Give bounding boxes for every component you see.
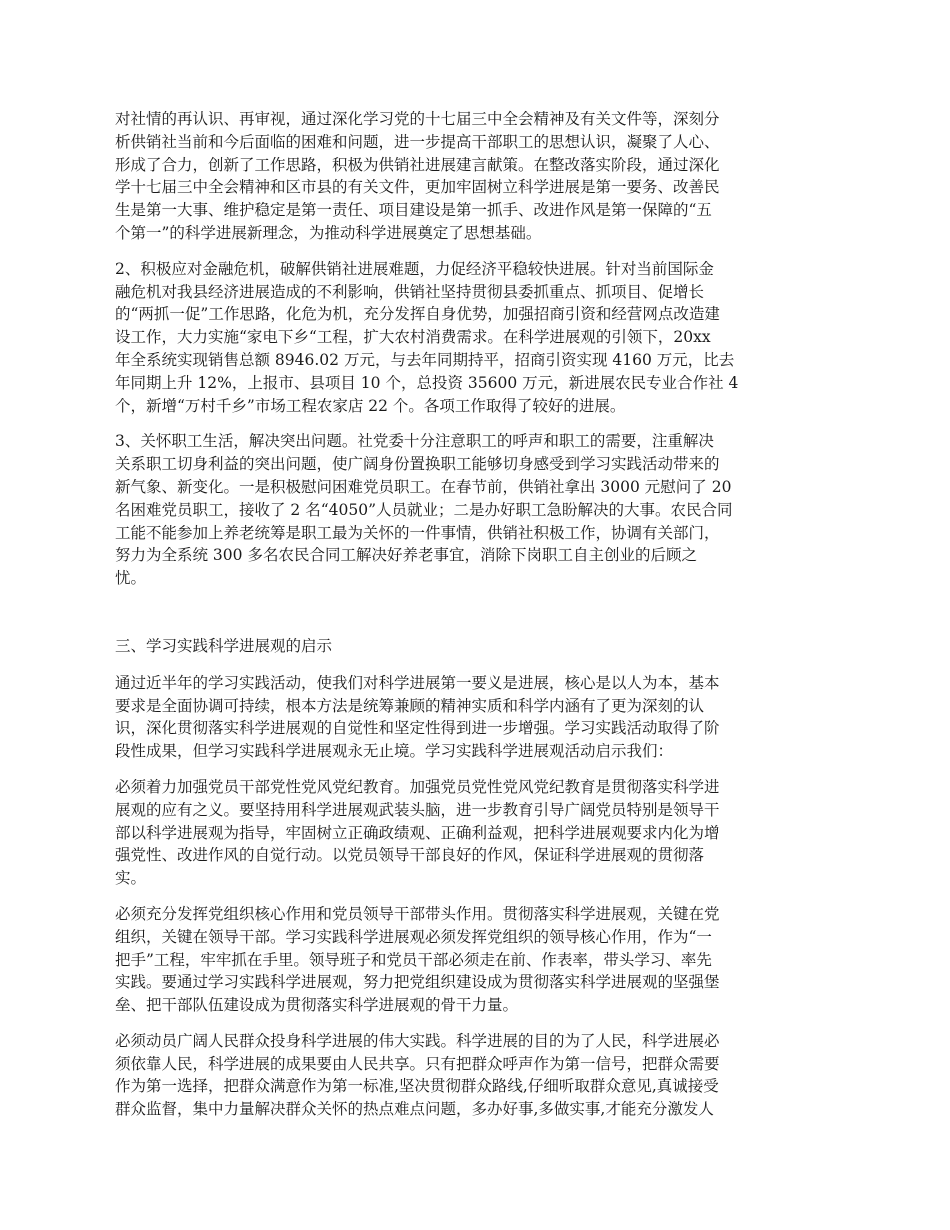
paragraph-staff-welfare: 3、关怀职工生活，解决突出问题。社党委十分注意职工的呼声和职工的需要，注重解决 关系职工切身利益的突出问题，使广阔身份置换职工能够切身感受到学习实践活动带来的 新气象、新变化。一是积极慰问困难党员职工。在春节前，供销社拿出 3000 元慰问了 20 名困难党员职工，接收了 2 名“4050”人员就业；二是办好职工急盼解决的大事。农民合同 工能不能参加上养老统筹是职工最为关怀的一件事情，供销社积极工作，协调有关部门， 努力为全系统 300 多名农民合同工解决好养老事宜，消除下岗职工自主创业的后顾之 忧。 [115,432,733,588]
paragraph-mass-mobilization: 必须动员广阔人民群众投身科学进展的伟大实践。科学进展的目的为了人民，科学进展必 须依靠人民，科学进展的成果要由人民共享。只有把群众呼声作为第一信号，把群众需要 作为第一选择，把群众满意作为第一标准,坚决贯彻群众路线,仔细听取群众意见,真诚接受 群众监督，集中力量解决群众关怀的热点难点问题，多办好事,多做实事,才能充分激发人 [115,1031,720,1119]
document-page [115,108,840,1134]
paragraph-party-education: 必须着力加强党员干部党性党风党纪教育。加强党员党性党风党纪教育是贯彻落实科学进 展观的应有之义。要坚持用科学进展观武装头脑，进一步教育引导广阔党员特别是领导干 部以科学进展观为指导，牢固树立正确政绩观、正确利益观，把科学进展观要求内化为增 强党性、改进作风的自觉行动。以党员领导干部良好的作风，保证科学进展观的贯彻落 实。 [115,777,720,888]
section-heading: 三、学习实践科学进展观的启示 [115,636,333,655]
paragraph-intro: 通过近半年的学习实践活动，使我们对科学进展第一要义是进展，核心是以人为本，基本 要求是全面协调可持续，根本方法是统筹兼顾的精神实质和科学内涵有了更为深刻的认 识，深化贯彻落实科学进展观的自觉性和坚定性得到进一步增强。学习实践活动取得了阶 段性成果，但学习实践科学进展观永无止境。学习实践科学进展观活动启示我们： [115,673,720,761]
paragraph-ideological-foundation: 对社情的再认识、再审视，通过深化学习党的十七届三中全会精神及有关文件等，深刻分 析供销社当前和今后面临的困难和问题，进一步提高干部职工的思想认识，凝聚了人心、 形成了合力，创新了工作思路，积极为供销社进展建言献策。在整改落实阶段，通过深化 学十七届三中全会精神和区市县的有关文件，更加牢固树立科学进展是第一要务、改善民 生是第一大事、维护稳定是第一责任、项目建设是第一抓手、改进作风是第一保障的“五 个第一”的科学进展新理念，为推动科学进展奠定了思想基础。 [115,110,720,242]
paragraph-financial-crisis: 2、积极应对金融危机，破解供销社进展难题，力促经济平稳较快进展。针对当前国际金 融危机对我县经济进展造成的不利影响，供销社坚持贯彻县委抓重点、抓项目、促增长 的“两抓一促”工作思路，化危为机，充分发挥自身优势，加强招商引资和经营网点改造建 设工作，大力实施“家电下乡“工程，扩大农村消费需求。在科学进展观的引领下，20xx 年全系统实现销售总额 8946.02 万元，与去年同期持平，招商引资实现 4160 万元，比去 年同期上升 12%，上报市、县项目 10 个，总投资 35600 万元，新进展农民专业合作社 4 个，新增“万村千乡”市场工程农家店 22 个。各项工作取得了较好的进展。 [115,259,739,415]
paragraph-party-organization: 必须充分发挥党组织核心作用和党员领导干部带头作用。贯彻落实科学进展观，关键在党 组织，关键在领导干部。学习实践科学进展观必须发挥党组织的领导核心作用，作为“一 把手”工程，牢牢抓在手里。领导班子和党员干部必须走在前、作表率，带头学习、率先 实践。要通过学习实践科学进展观，努力把党组织建设成为贯彻落实科学进展观的坚强堡 垒、把干部队伍建设成为贯彻落实科学进展观的骨干力量。 [115,904,720,1015]
